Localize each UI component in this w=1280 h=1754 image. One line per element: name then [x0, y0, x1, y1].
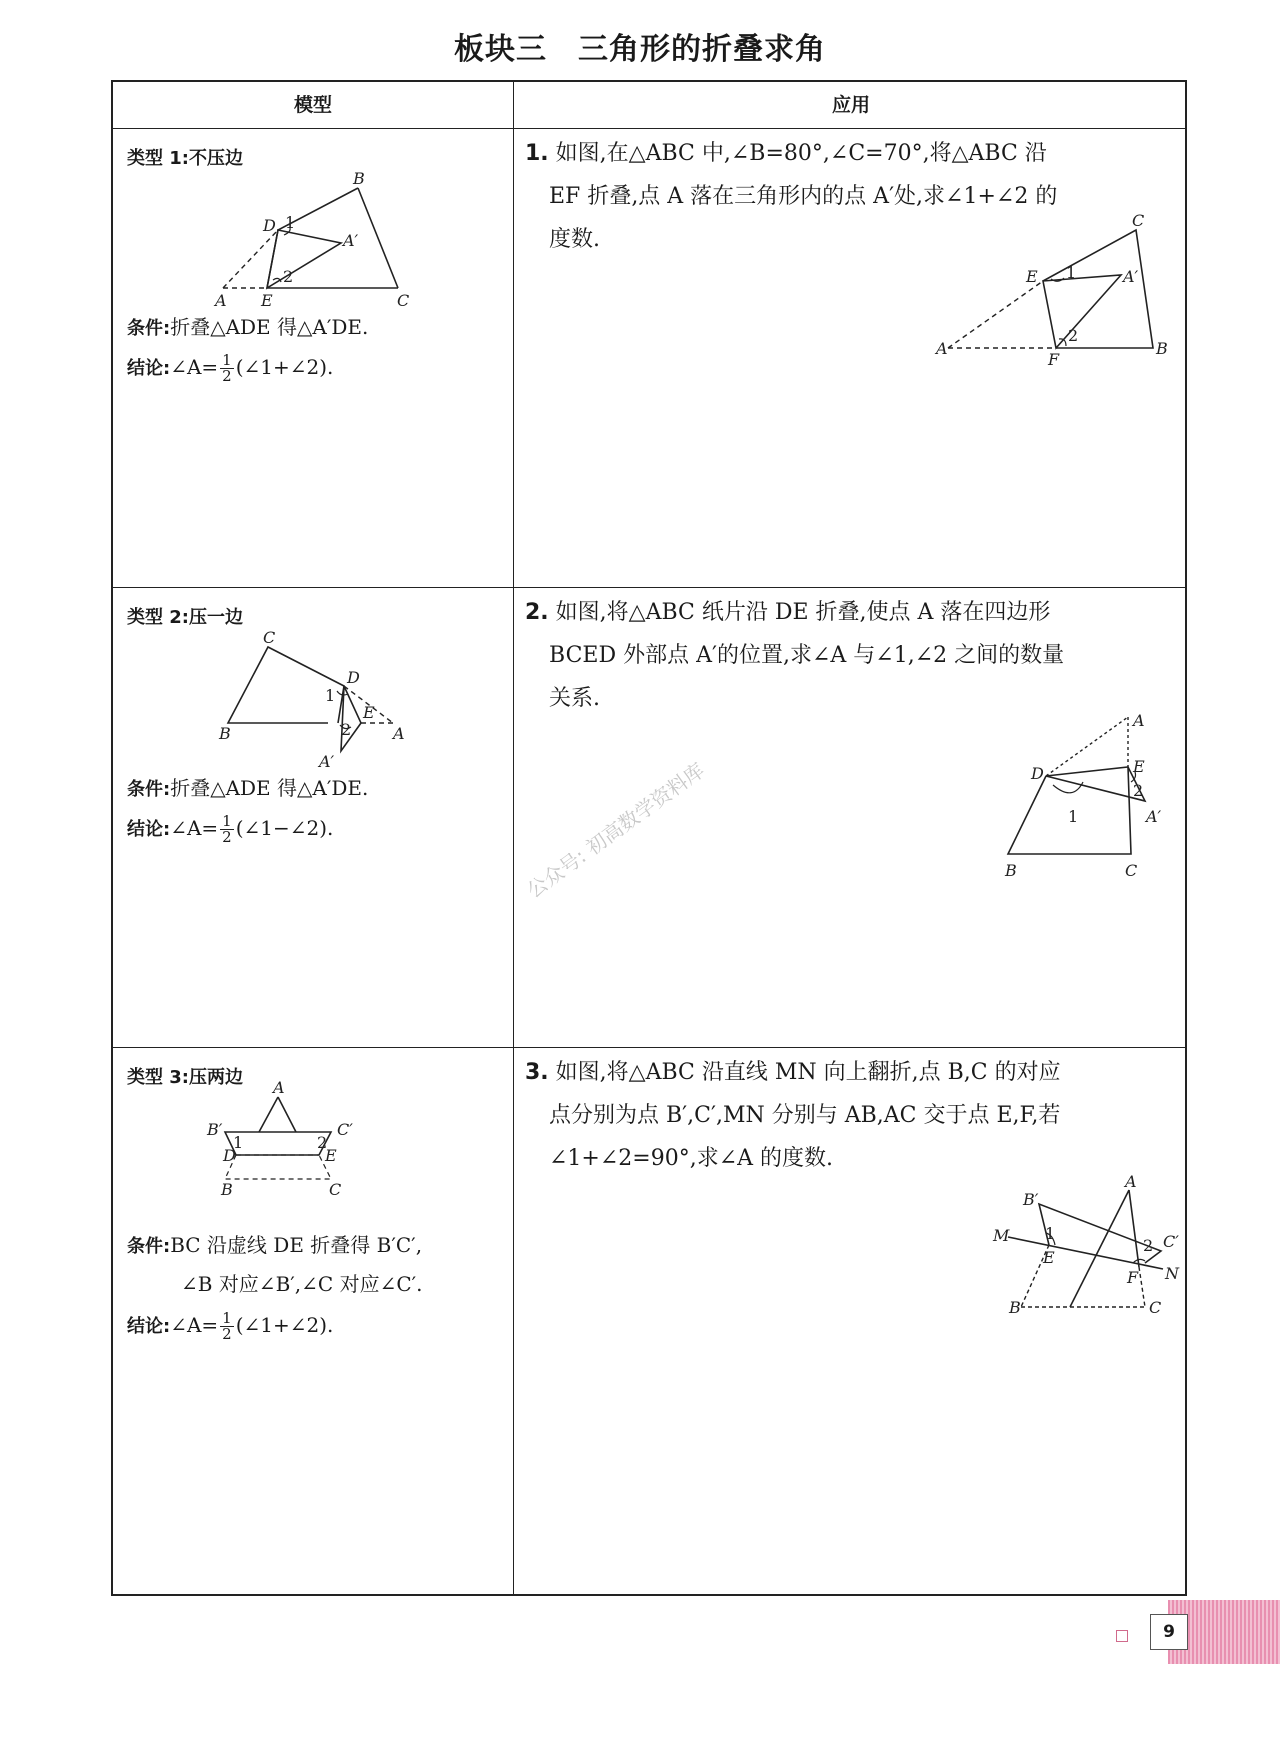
a1-dash-ae	[948, 281, 1043, 348]
a2-folded-triangle	[1046, 767, 1145, 801]
m1-label-a-prime: A′	[343, 231, 359, 250]
application-figure-3	[983, 1172, 1183, 1357]
model-figure-1	[203, 168, 443, 318]
type-label-1: 类型 1:不压边	[127, 148, 243, 169]
a3-label-m: M	[993, 1226, 1010, 1245]
type-label-3: 类型 3:压两边	[127, 1067, 243, 1088]
a3-label-c: C	[1149, 1298, 1162, 1317]
a3-label-b: B	[1009, 1298, 1021, 1317]
a3-label-n: N	[1165, 1264, 1179, 1283]
a3-label-e: E	[1043, 1248, 1055, 1267]
a3-side-ab	[1070, 1190, 1129, 1307]
a3-label-2: 2	[1143, 1236, 1154, 1255]
m1-folded-triangle	[267, 230, 341, 288]
m3-dash-bc	[225, 1155, 331, 1179]
a3-side-ac	[1129, 1190, 1139, 1267]
a2-label-a: A	[1133, 711, 1145, 730]
a3-label-a: A	[1125, 1172, 1137, 1191]
m1-label-e: E	[261, 291, 273, 310]
a3-label-1: 1	[1045, 1224, 1056, 1243]
m2-label-c: C	[263, 628, 276, 647]
application-figure-2	[983, 712, 1183, 892]
a1-label-c: C	[1132, 211, 1145, 230]
header-model: 模型	[293, 94, 332, 116]
m2-folded-triangle	[341, 686, 361, 751]
m1-label-2: 2	[283, 267, 294, 286]
a2-label-a-prime: A′	[1146, 807, 1162, 826]
application-cell-1	[513, 128, 1189, 587]
conclusion-1: 结论:∠A= $\frac{1}{2}$ (∠1+∠2).	[127, 351, 334, 385]
application-cell-3	[513, 1047, 1189, 1596]
m1-side-bc	[358, 188, 398, 288]
conclusion-3: 结论:∠A= $\frac{1}{2}$ (∠1+∠2).	[127, 1309, 334, 1343]
a2-label-2: 2	[1133, 781, 1144, 800]
m2-label-b: B	[219, 724, 231, 743]
m2-label-a: A	[393, 724, 405, 743]
a1-label-2: 2	[1068, 326, 1079, 345]
m1-label-d: D	[263, 216, 276, 235]
model-cell-2	[113, 587, 513, 1047]
a1-folded-triangle	[1043, 275, 1121, 348]
m3-label-c: C	[329, 1180, 342, 1199]
m3-label-d: D	[223, 1146, 236, 1165]
a2-dash-da	[1046, 717, 1128, 776]
m1-label-a: A	[215, 291, 227, 310]
a2-label-b: B	[1005, 861, 1017, 880]
m3-label-e: E	[325, 1146, 337, 1165]
a3-label-c-prime: C′	[1163, 1232, 1179, 1251]
m3-label-1: 1	[233, 1133, 244, 1152]
a1-label-1: 1	[1066, 263, 1077, 282]
condition-1: 条件:折叠△ADE 得△A′DE.	[127, 315, 369, 339]
corner-square-icon	[1116, 1630, 1128, 1642]
a3-line-mn	[1008, 1237, 1163, 1269]
condition-3: 条件:BC 沿虚线 DE 折叠得 B′C′,	[127, 1233, 423, 1257]
a1-label-b: B	[1156, 339, 1168, 358]
m2-label-e: E	[363, 703, 375, 722]
m1-label-c: C	[397, 291, 410, 310]
m2-label-1: 1	[325, 686, 336, 705]
model-figure-3	[207, 1078, 413, 1227]
m3-label-b-prime: B′	[207, 1120, 223, 1139]
m3-label-a: A	[273, 1078, 285, 1097]
condition-3-line-2: ∠B 对应∠B′,∠C 对应∠C′.	[181, 1272, 423, 1296]
a3-dash-fc	[1139, 1267, 1145, 1307]
a1-label-a: A	[936, 339, 948, 358]
m3-side-ac	[278, 1097, 296, 1132]
a3-label-b-prime: B′	[1023, 1190, 1039, 1209]
m1-label-b: B	[353, 169, 365, 188]
a2-label-e: E	[1133, 757, 1145, 776]
problem-1: 1. 如图,在△ABC 中,∠B=80°,∠C=70°,将△ABC 沿 EF 折叠,点 A 落在三角形内的点 A′处,求∠1+∠2 的 度数.	[525, 141, 1058, 252]
m3-label-c-prime: C′	[337, 1120, 353, 1139]
a3-label-f: F	[1127, 1268, 1139, 1287]
type-label-2: 类型 2:压一边	[127, 607, 243, 628]
conclusion-2: 结论:∠A= $\frac{1}{2}$ (∠1−∠2).	[127, 812, 334, 846]
a1-label-f: F	[1048, 350, 1060, 369]
m2-label-d: D	[347, 668, 360, 687]
problem-3: 3. 如图,将△ABC 沿直线 MN 向上翻折,点 B,C 的对应 点分别为点 B′,C′,MN 分别与 AB,AC 交于点 E,F,若 ∠1+∠2=90°,求∠A 的度数.	[525, 1060, 1061, 1171]
watermark: 公众号: 初高数学资料库	[522, 757, 709, 903]
condition-2: 条件:折叠△ADE 得△A′DE.	[127, 776, 369, 800]
model-figure-2	[193, 627, 433, 777]
m3-label-2: 2	[317, 1133, 328, 1152]
a1-label-a-prime: A′	[1123, 267, 1139, 286]
problem-2: 2. 如图,将△ABC 纸片沿 DE 折叠,使点 A 落在四边形 BCED 外部点 A′的位置,求∠A 与∠1,∠2 之间的数量 关系.	[525, 600, 1065, 711]
model-cell-3	[113, 1047, 513, 1596]
m2-label-2: 2	[341, 720, 352, 739]
page-number: 9	[1150, 1614, 1188, 1650]
a1-label-e: E	[1026, 267, 1038, 286]
m2-label-a-prime: A′	[319, 752, 335, 771]
application-figure-1	[918, 211, 1178, 369]
page-title: 板块三 三角形的折叠求角	[454, 32, 826, 67]
header-application: 应用	[831, 94, 870, 116]
m3-side-ab	[259, 1097, 278, 1132]
model-cell-1	[113, 128, 513, 587]
a2-label-c: C	[1125, 861, 1138, 880]
m3-label-b: B	[221, 1180, 233, 1199]
a1-outline	[1043, 230, 1153, 348]
a2-label-1: 1	[1068, 807, 1079, 826]
model-application-table	[111, 80, 1187, 1596]
m2-quadrilateral	[228, 647, 344, 723]
a2-label-d: D	[1031, 764, 1044, 783]
m1-label-1: 1	[285, 213, 296, 232]
m1-dash-ad	[223, 230, 278, 288]
